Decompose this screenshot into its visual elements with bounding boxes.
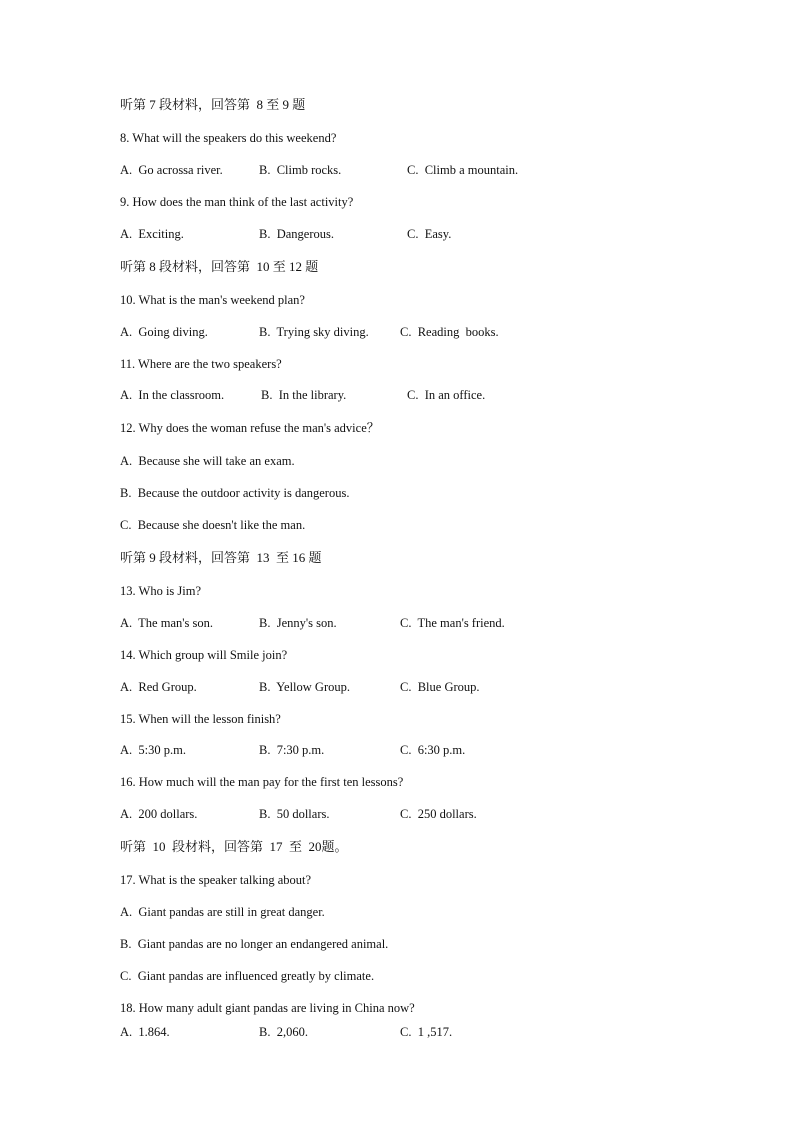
option-11a: A. In the classroom. (120, 388, 225, 402)
option-13c: C. The man's friend. (400, 616, 505, 630)
question-16: 16. How much will the man pay for the first ten lessons? (120, 775, 404, 789)
option-17a: A. Giant pandas are still in great danger. (120, 905, 325, 919)
option-8b: B. Climb rocks. (259, 163, 342, 177)
section-header-9: 听第 9 段材料，回答第 13 至 16 题 (120, 550, 322, 565)
option-9a: A. Exciting. (120, 227, 184, 241)
question-9: 9. How does the man think of the last activity? (120, 195, 354, 209)
question-12: 12. Why does the woman refuse the man's advice？ (120, 421, 380, 435)
option-12a: A. Because she will take an exam. (120, 454, 295, 468)
option-16c: C. 250 dollars. (400, 807, 477, 821)
option-9b: B. Dangerous. (259, 227, 334, 241)
option-11b: B. In the library. (261, 388, 347, 402)
option-9c: C. Easy. (407, 227, 452, 241)
section-header-10: 听第 10 段材料，回答第 17 至 20题。 (120, 839, 348, 854)
option-16a: A. 200 dollars. (120, 807, 198, 821)
section-header-8: 听第 8 段材料，回答第 10 至 12 题 (120, 259, 319, 274)
option-14a: A. Red Group. (120, 680, 197, 694)
option-11c: C. In an office. (407, 388, 486, 402)
question-8: 8. What will the speakers do this weekend? (120, 131, 337, 145)
option-12c: C. Because she doesn't like the man. (120, 518, 306, 532)
option-10c: C. Reading books. (400, 325, 499, 339)
option-16b: B. 50 dollars. (259, 807, 330, 821)
option-18c: C. 1 ,517. (400, 1025, 453, 1039)
question-17: 17. What is the speaker talking about? (120, 873, 312, 887)
option-13a: A. The man's son. (120, 616, 213, 630)
option-17c: C. Giant pandas are influenced greatly by climate. (120, 969, 375, 983)
option-15b: B. 7:30 p.m. (259, 743, 325, 757)
option-10b: B. Trying sky diving. (259, 325, 369, 339)
option-14c: C. Blue Group. (400, 680, 480, 694)
option-13b: B. Jenny's son. (259, 616, 337, 630)
option-17b: B. Giant pandas are no longer an endangered animal. (120, 937, 389, 951)
section-header-7: 听第 7 段材料，回答第 8 至 9 题 (120, 97, 306, 112)
option-12b: B. Because the outdoor activity is dangerous. (120, 486, 350, 500)
option-15c: C. 6:30 p.m. (400, 743, 466, 757)
option-15a: A. 5:30 p.m. (120, 743, 186, 757)
option-18b: B. 2,060. (259, 1025, 308, 1039)
option-18a: A. 1.864. (120, 1025, 170, 1039)
question-10: 10. What is the man's weekend plan? (120, 293, 305, 307)
question-15: 15. When will the lesson finish? (120, 712, 281, 726)
question-14: 14. Which group will Smile join? (120, 648, 288, 662)
question-13: 13. Who is Jim? (120, 584, 202, 598)
option-8a: A. Go acrossa river. (120, 163, 223, 177)
option-10a: A. Going diving. (120, 325, 208, 339)
option-14b: B. Yellow Group. (259, 680, 350, 694)
question-11: 11. Where are the two speakers? (120, 357, 282, 371)
question-18: 18. How many adult giant pandas are living in China now? (120, 1001, 415, 1015)
option-8c: C. Climb a mountain. (407, 163, 519, 177)
